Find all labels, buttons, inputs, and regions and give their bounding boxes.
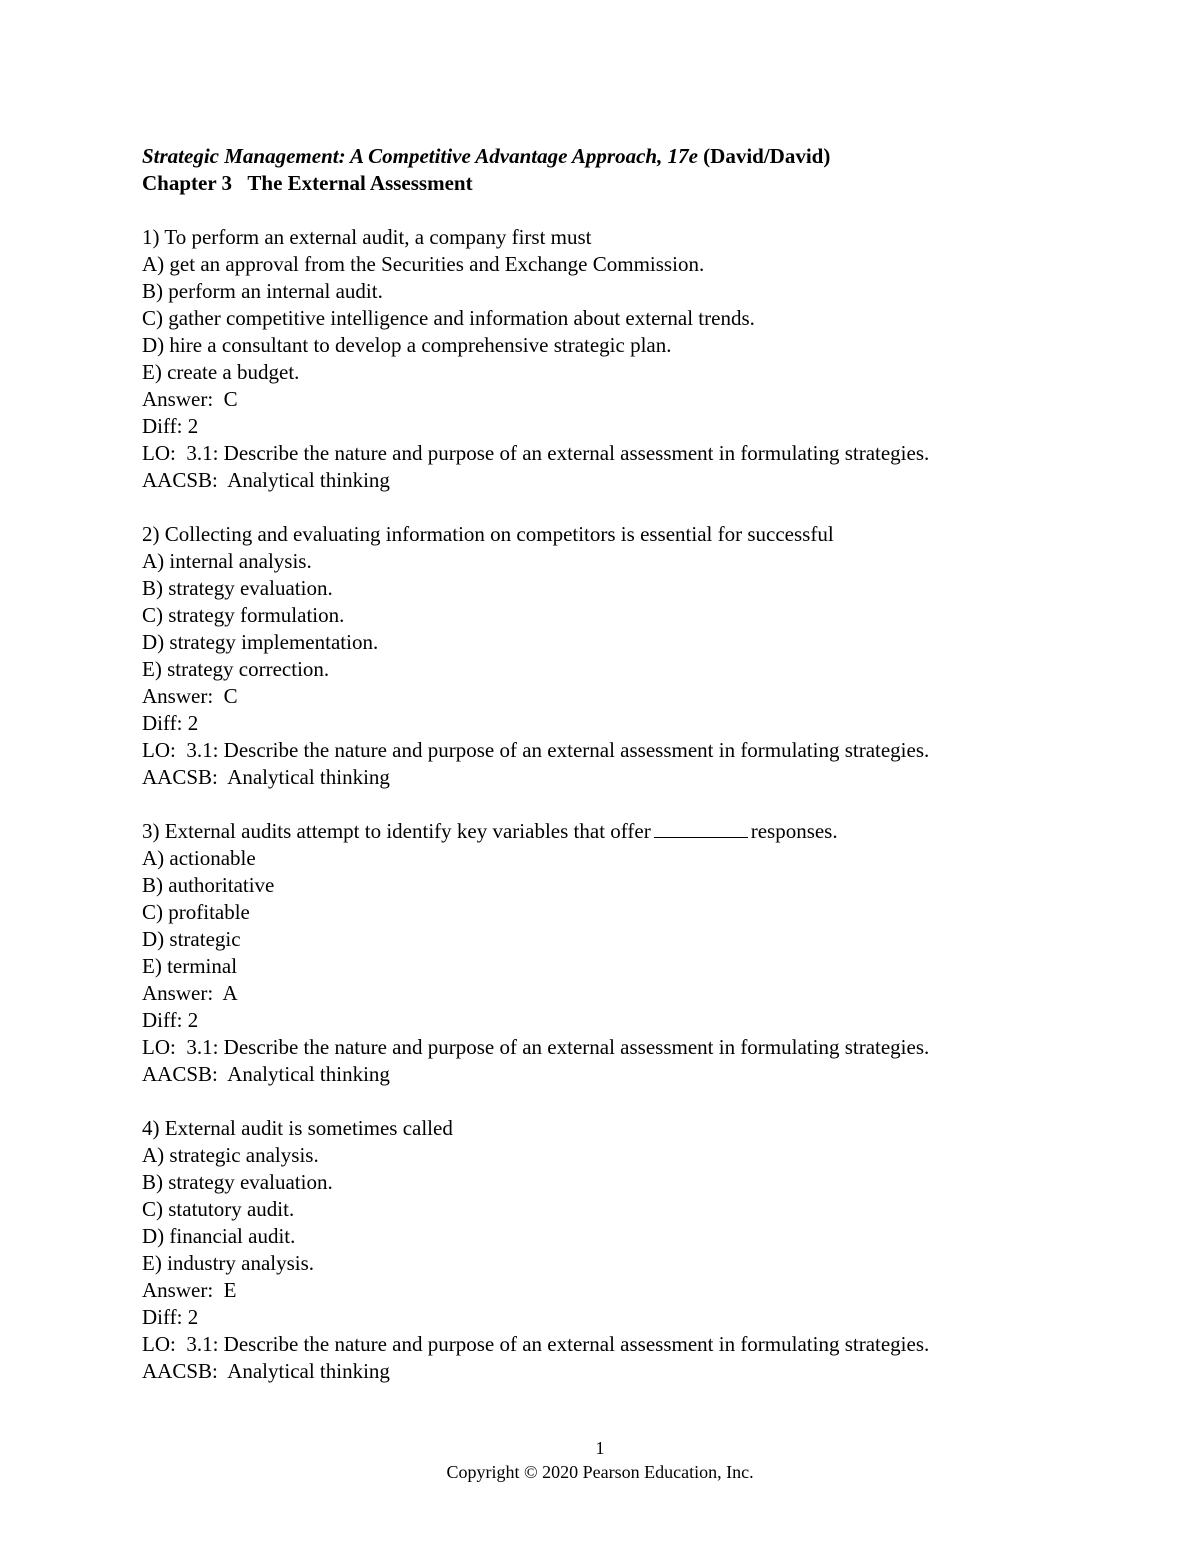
question-stem: 2) Collecting and evaluating information on competitors is essential for successful — [142, 522, 834, 546]
option-d: D) financial audit. — [142, 1224, 296, 1248]
option-c: C) profitable — [142, 900, 250, 924]
question-4 — [142, 1115, 1142, 1385]
question-stem — [142, 818, 1142, 845]
learning-objective: LO: 3.1: Describe the nature and purpose of an external assessment in formulating strategies. — [142, 1332, 930, 1356]
option-c: C) gather competitive intelligence and information about external trends. — [142, 306, 755, 330]
difficulty: Diff: 2 — [142, 711, 199, 735]
fill-in-blank — [654, 819, 748, 838]
answer: Answer: C — [142, 684, 238, 708]
question-3 — [142, 818, 1142, 1088]
question-stem: 1) To perform an external audit, a company first must — [142, 225, 592, 249]
option-a: A) strategic analysis. — [142, 1143, 319, 1167]
option-e: E) strategy correction. — [142, 657, 330, 681]
option-a: A) internal analysis. — [142, 549, 312, 573]
question-stem-end: responses. — [750, 819, 838, 843]
option-b: B) strategy evaluation. — [142, 576, 333, 600]
difficulty: Diff: 2 — [142, 1305, 199, 1329]
chapter-heading: Chapter 3 The External Assessment — [142, 171, 473, 195]
book-title: Strategic Management: A Competitive Advantage Approach, 17e — [142, 144, 698, 168]
difficulty: Diff: 2 — [142, 1008, 199, 1032]
difficulty: Diff: 2 — [142, 414, 199, 438]
option-e: E) terminal — [142, 954, 238, 978]
option-a: A) get an approval from the Securities and Exchange Commission. — [142, 252, 705, 276]
option-d: D) strategy implementation. — [142, 630, 379, 654]
learning-objective: LO: 3.1: Describe the nature and purpose of an external assessment in formulating strategies. — [142, 1035, 930, 1059]
answer: Answer: E — [142, 1278, 237, 1302]
learning-objective: LO: 3.1: Describe the nature and purpose of an external assessment in formulating strategies. — [142, 738, 930, 762]
option-c: C) strategy formulation. — [142, 603, 345, 627]
answer: Answer: A — [142, 981, 238, 1005]
answer: Answer: C — [142, 387, 238, 411]
page-number: 1 — [595, 1438, 605, 1458]
book-authors: (David/David) — [697, 144, 831, 168]
question-1 — [142, 224, 1142, 494]
option-b: B) authoritative — [142, 873, 275, 897]
question-2 — [142, 521, 1142, 791]
option-b: B) perform an internal audit. — [142, 279, 383, 303]
page-content — [142, 143, 1142, 1385]
option-d: D) strategic — [142, 927, 241, 951]
option-e: E) create a budget. — [142, 360, 300, 384]
question-stem-start: 3) External audits attempt to identify key variables that offer — [142, 819, 651, 843]
aacsb: AACSB: Analytical thinking — [142, 765, 390, 789]
question-stem: 4) External audit is sometimes called — [142, 1116, 453, 1140]
aacsb: AACSB: Analytical thinking — [142, 1359, 390, 1383]
option-d: D) hire a consultant to develop a comprehensive strategic plan. — [142, 333, 672, 357]
copyright-notice: Copyright © 2020 Pearson Education, Inc. — [446, 1462, 754, 1482]
learning-objective: LO: 3.1: Describe the nature and purpose of an external assessment in formulating strategies. — [142, 441, 930, 465]
book-title-line — [142, 143, 1142, 170]
option-a: A) actionable — [142, 846, 256, 870]
option-c: C) statutory audit. — [142, 1197, 295, 1221]
aacsb: AACSB: Analytical thinking — [142, 468, 390, 492]
option-b: B) strategy evaluation. — [142, 1170, 333, 1194]
option-e: E) industry analysis. — [142, 1251, 315, 1275]
aacsb: AACSB: Analytical thinking — [142, 1062, 390, 1086]
